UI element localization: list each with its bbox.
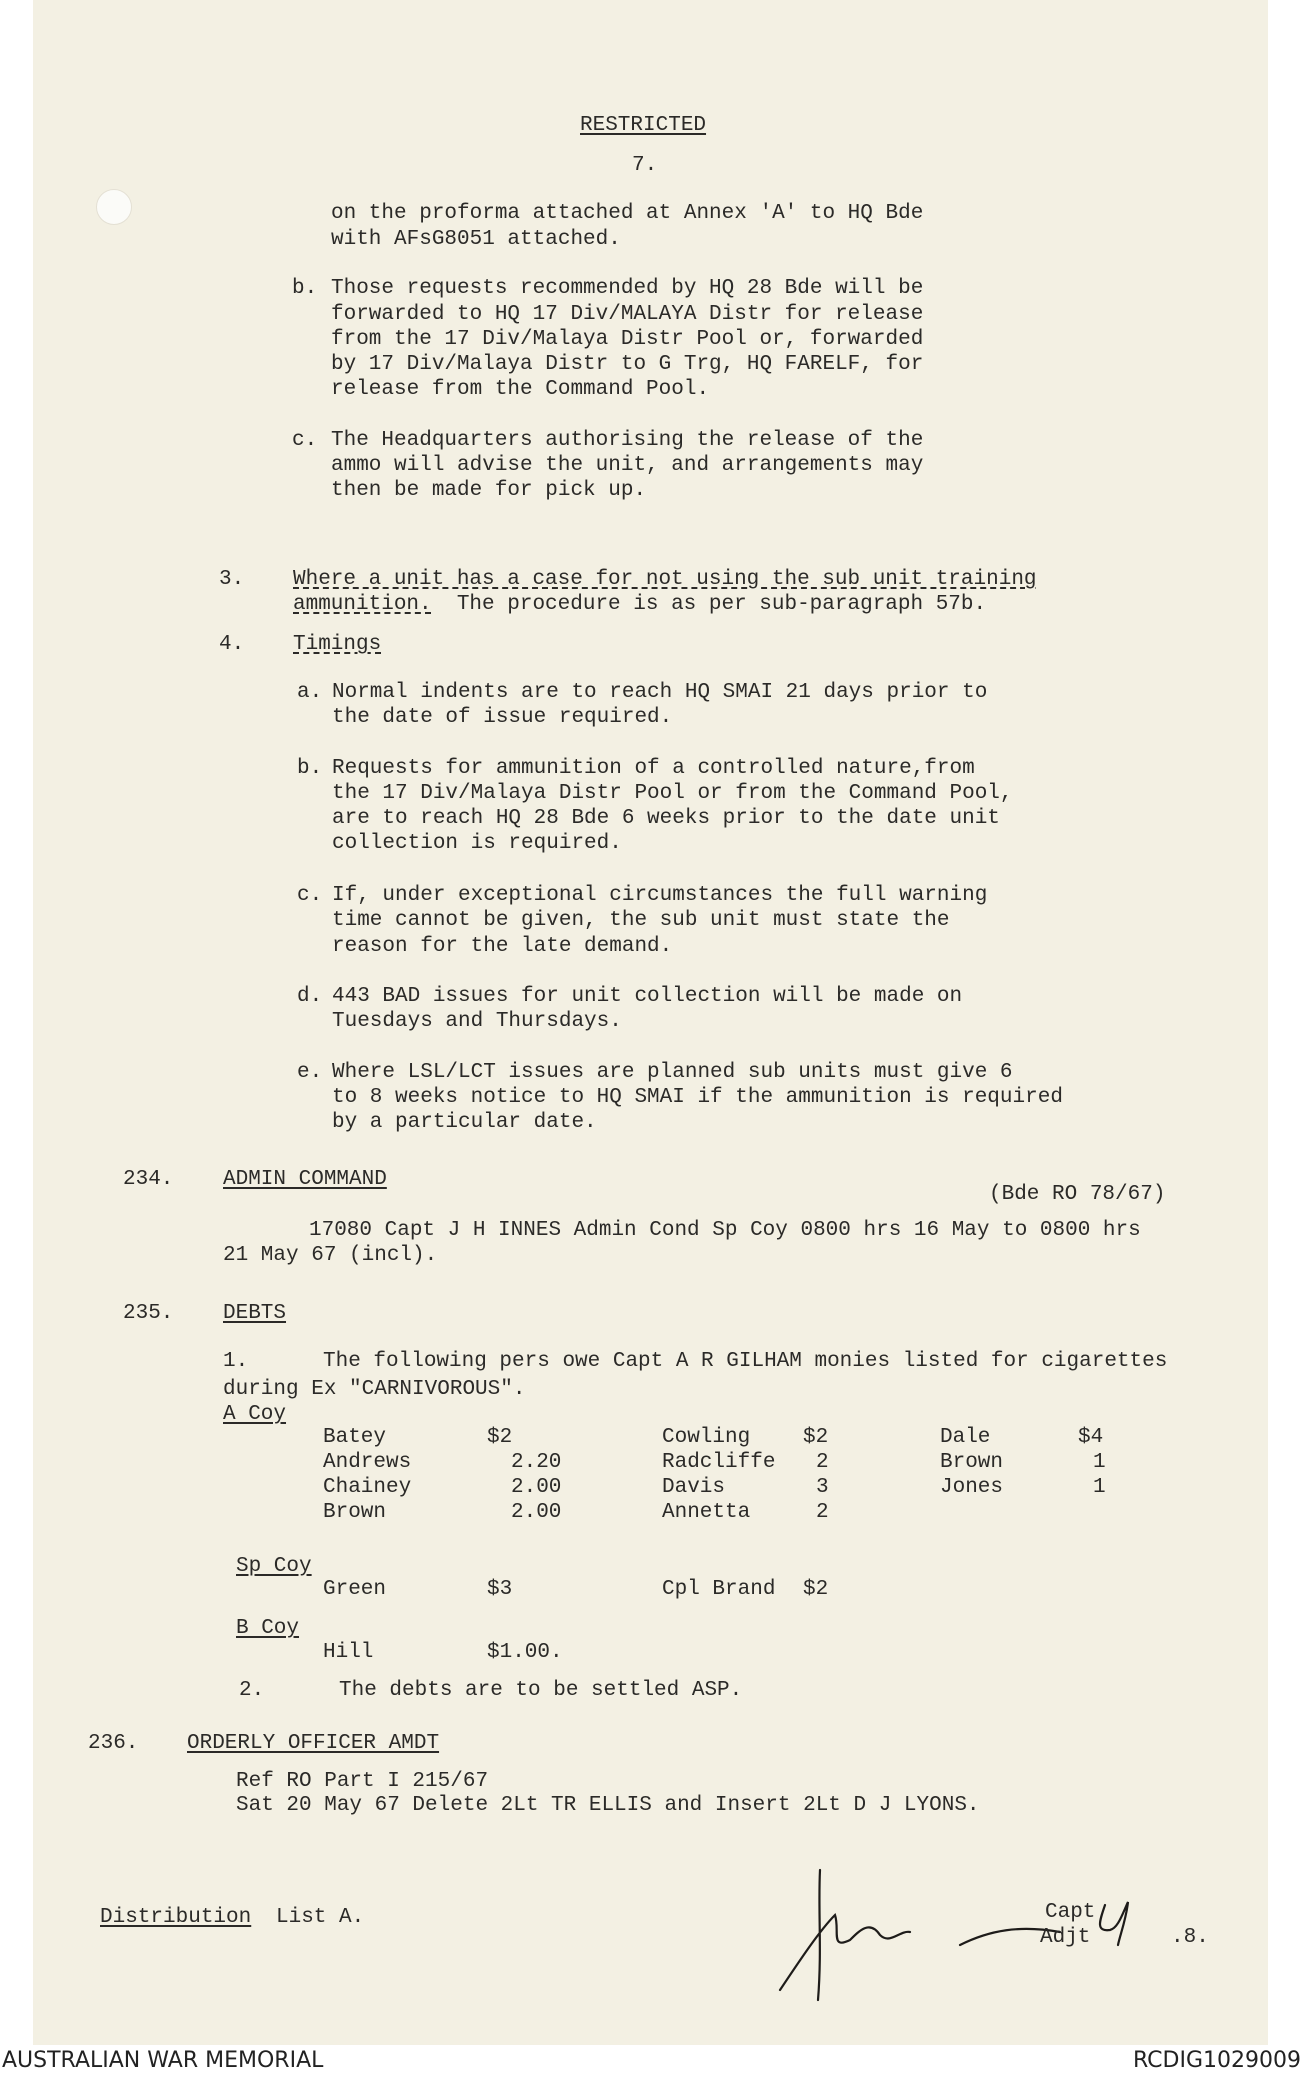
- paragraph-title: Timings: [293, 633, 382, 656]
- item-label: d.: [297, 985, 323, 1008]
- paragraph-number: 1.: [223, 1350, 249, 1373]
- debt-amount: 1: [1093, 1451, 1106, 1474]
- paragraph-line: on the proforma attached at Annex 'A' to HQ Bde: [331, 202, 924, 225]
- section-title: ORDERLY OFFICER AMDT: [187, 1732, 440, 1755]
- signature: [760, 1860, 1180, 2010]
- item-label: b.: [297, 757, 323, 780]
- debtor-name: Batey: [323, 1426, 387, 1449]
- section-reference: (Bde RO 78/67): [989, 1183, 1166, 1206]
- paragraph-line: Where a unit has a case for not using the sub unit training: [293, 568, 1037, 591]
- debt-amount: 2.20: [511, 1451, 562, 1474]
- debt-amount: 2: [816, 1501, 829, 1524]
- debt-amount: $2: [487, 1426, 513, 1449]
- paragraph-line: 21 May 67 (incl).: [223, 1244, 438, 1267]
- paragraph-line: 443 BAD issues for unit collection will be made on: [332, 985, 963, 1008]
- debtor-name: Cpl Brand: [662, 1578, 776, 1601]
- paragraph-line: forwarded to HQ 17 Div/MALAYA Distr for release: [331, 303, 924, 326]
- classification-heading: RESTRICTED: [580, 114, 707, 137]
- paragraph-line: then be made for pick up.: [331, 479, 647, 502]
- debtor-name: Annetta: [662, 1501, 751, 1524]
- paragraph-number: 3.: [219, 568, 245, 591]
- debt-amount: 1: [1093, 1476, 1106, 1499]
- page-number: 7.: [632, 154, 658, 177]
- paragraph-line: are to reach HQ 28 Bde 6 weeks prior to the date unit: [332, 807, 1000, 830]
- paragraph-number: 2.: [239, 1679, 265, 1702]
- paragraph-line: with AFsG8051 attached.: [331, 228, 621, 251]
- debtor-name: Green: [323, 1578, 387, 1601]
- debtor-name: Jones: [940, 1476, 1004, 1499]
- paragraph-line: If, under exceptional circumstances the full warning: [332, 884, 988, 907]
- signatory-appointment: Adjt: [1040, 1926, 1091, 1949]
- paragraph-line: reason for the late demand.: [332, 935, 673, 958]
- company-heading: B Coy: [236, 1617, 300, 1640]
- debt-amount: 2.00: [511, 1501, 562, 1524]
- debtor-name: Dale: [940, 1426, 991, 1449]
- debt-amount: $1.00.: [487, 1641, 563, 1664]
- paragraph-line: [293, 592, 986, 617]
- paragraph-line: The Headquarters authorising the release of the: [331, 429, 924, 452]
- company-heading: A Coy: [223, 1403, 287, 1426]
- debt-amount: $3: [487, 1578, 513, 1601]
- debtor-name: Hill: [323, 1641, 374, 1664]
- paragraph-line: Requests for ammunition of a controlled nature,from: [332, 757, 975, 780]
- debtor-name: Radcliffe: [662, 1451, 776, 1474]
- distribution-label: Distribution: [100, 1906, 252, 1929]
- paragraph-line: Ref RO Part I 215/67: [236, 1770, 489, 1793]
- distribution-list: List A.: [276, 1906, 365, 1929]
- paragraph-line: during Ex "CARNIVOROUS".: [223, 1378, 526, 1401]
- paragraph-line: to 8 weeks notice to HQ SMAI if the ammunition is required: [332, 1086, 1063, 1109]
- debt-amount: $2: [803, 1578, 829, 1601]
- debtor-name: Brown: [323, 1501, 387, 1524]
- debt-amount: 2.00: [511, 1476, 562, 1499]
- item-label: a.: [297, 681, 323, 704]
- debtor-name: Davis: [662, 1476, 726, 1499]
- debtor-name: Brown: [940, 1451, 1004, 1474]
- item-label: c.: [297, 884, 323, 907]
- section-number: 235.: [123, 1302, 174, 1325]
- paragraph-text: The procedure is as per sub-paragraph 57b.: [431, 593, 987, 616]
- paragraph-line: Normal indents are to reach HQ SMAI 21 days prior to: [332, 681, 988, 704]
- paragraph-line: The following pers owe Capt A R GILHAM monies listed for cigarettes: [323, 1350, 1168, 1373]
- punch-hole: [96, 189, 132, 225]
- paragraph-line: The debts are to be settled ASP.: [339, 1679, 743, 1702]
- paragraph-line: by 17 Div/Malaya Distr to G Trg, HQ FARELF, for: [331, 353, 924, 376]
- section-title: ADMIN COMMAND: [223, 1168, 387, 1191]
- section-number: 234.: [123, 1168, 174, 1191]
- section-number: 236.: [88, 1732, 139, 1755]
- archive-id: RCDIG1029009: [1132, 2048, 1301, 2073]
- paragraph-number: 4.: [219, 633, 245, 656]
- item-label: e.: [297, 1061, 323, 1084]
- paragraph-line: collection is required.: [332, 832, 622, 855]
- item-label: c.: [292, 429, 318, 452]
- signatory-rank: Capt: [1045, 1901, 1096, 1924]
- debt-amount: $4: [1078, 1426, 1104, 1449]
- debt-amount: 2: [816, 1451, 829, 1474]
- paragraph-line: the 17 Div/Malaya Distr Pool or from the Command Pool,: [332, 782, 1013, 805]
- item-label: b.: [292, 277, 318, 300]
- paragraph-line: Where LSL/LCT issues are planned sub units must give 6: [332, 1061, 1013, 1084]
- paragraph-line: time cannot be given, the sub unit must state the: [332, 909, 950, 932]
- paragraph-line: from the 17 Div/Malaya Distr Pool or, forwarded: [331, 328, 924, 351]
- paragraph-line: the date of issue required.: [332, 706, 673, 729]
- paragraph-line: Tuesdays and Thursdays.: [332, 1010, 622, 1033]
- next-page-marker: .8.: [1171, 1926, 1209, 1949]
- debt-amount: 3: [816, 1476, 829, 1499]
- debt-amount: $2: [803, 1426, 829, 1449]
- debtor-name: Cowling: [662, 1426, 751, 1449]
- paragraph-line: release from the Command Pool.: [331, 378, 710, 401]
- paragraph-line: Sat 20 May 67 Delete 2Lt TR ELLIS and Insert 2Lt D J LYONS.: [236, 1794, 980, 1817]
- archive-credit: AUSTRALIAN WAR MEMORIAL: [2, 2048, 324, 2073]
- debtor-name: Andrews: [323, 1451, 412, 1474]
- paragraph-line: Those requests recommended by HQ 28 Bde will be: [331, 277, 924, 300]
- underlined-word: ammunition.: [293, 593, 432, 616]
- paragraph-line: ammo will advise the unit, and arrangements may: [331, 454, 924, 477]
- paragraph-line: by a particular date.: [332, 1111, 597, 1134]
- company-heading: Sp Coy: [236, 1555, 312, 1578]
- section-title: DEBTS: [223, 1302, 287, 1325]
- debtor-name: Chainey: [323, 1476, 412, 1499]
- paragraph-line: 17080 Capt J H INNES Admin Cond Sp Coy 0800 hrs 16 May to 0800 hrs: [309, 1219, 1141, 1242]
